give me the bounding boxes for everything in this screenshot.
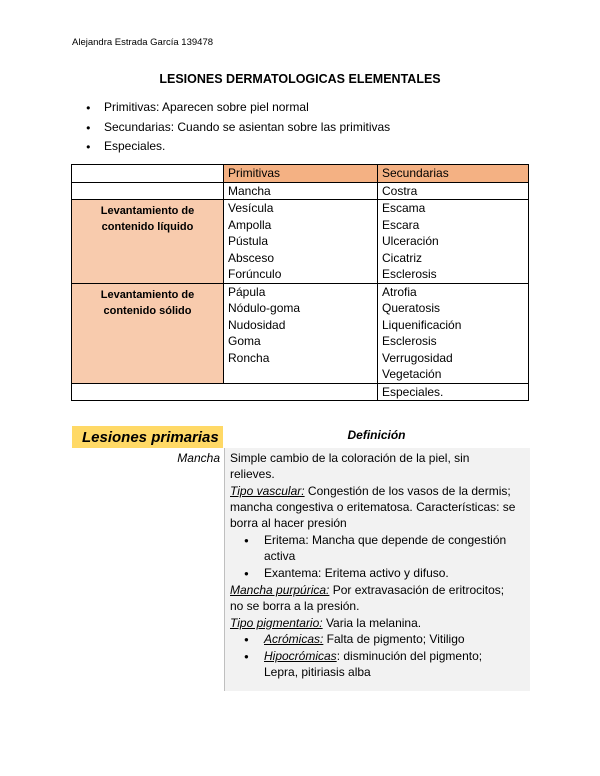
table-header-primitivas: Primitivas: [224, 165, 378, 183]
text-line: Eritema: Mancha que depende de congestión: [264, 533, 507, 547]
list-item: Atrofia: [382, 284, 417, 299]
table-cell: Mancha: [224, 182, 378, 200]
subheading: Acrómicas:: [264, 632, 324, 646]
text-line: [230, 582, 504, 598]
list-item: Absceso: [228, 250, 275, 265]
list-item: Esclerosis: [382, 334, 437, 348]
lesion-types-list: [72, 98, 390, 157]
list-item: Ampolla: [228, 217, 272, 232]
lesions-table: [71, 164, 529, 401]
text-line: Exantema: Eritema activo y difuso.: [264, 566, 449, 580]
definition-header: Definición: [347, 428, 406, 442]
list-item: ● Especiales.: [72, 137, 390, 157]
table-cell: [378, 200, 529, 284]
list-item: Ulceración: [382, 234, 439, 248]
subheading: Tipo vascular:: [230, 484, 305, 498]
table-header-secundarias: Secundarias: [378, 165, 529, 183]
text-line: relieves.: [230, 467, 275, 481]
text-line: borra al hacer presión: [230, 516, 347, 530]
category-label: Levantamiento de: [100, 205, 195, 217]
category-label: Levantamiento de: [100, 288, 195, 301]
list-item: Cicatriz: [382, 250, 423, 265]
list-item: Escama: [382, 201, 426, 215]
list-item: Goma: [228, 334, 261, 348]
list-item: Nódulo-goma: [228, 301, 301, 315]
list-item: ● Primitivas: Aparecen sobre piel normal: [72, 98, 390, 118]
list-item: ● Secundarias: Cuando se asientan sobre las primitivas: [72, 118, 390, 138]
text-line: no se borra a la presión.: [230, 599, 360, 613]
table-cell: Costra: [378, 182, 529, 200]
bullet-icon: ●: [244, 652, 249, 661]
table-cell: [224, 200, 378, 284]
category-label: contenido sólido: [103, 304, 192, 317]
category-solid: [72, 283, 224, 383]
text-line: mancha congestiva o eritematosa. Características: se: [230, 500, 516, 514]
text-line: [264, 648, 482, 664]
list-item: Pápula: [228, 284, 266, 299]
table-row: [72, 182, 529, 200]
table-cell: [72, 383, 378, 401]
subheading: Tipo pigmentario:: [230, 616, 323, 630]
list-item: Esclerosis: [382, 267, 437, 281]
list-item: Pústula: [228, 234, 269, 248]
definition-cell: [224, 448, 530, 691]
text-line: [230, 615, 421, 631]
list-item: Escara: [382, 217, 420, 232]
category-liquid: [72, 200, 224, 284]
table-row: [72, 383, 529, 401]
page-title: LESIONES DERMATOLOGICAS ELEMENTALES: [159, 72, 441, 86]
subheading: Hipocrómicas: [264, 649, 337, 663]
list-item: Verrugosidad: [382, 350, 453, 365]
table-cell: Especiales.: [378, 383, 529, 401]
table-cell: [224, 283, 378, 383]
text: Varia la melanina.: [322, 616, 422, 630]
text: Congestión de los vasos de la dermis;: [304, 484, 511, 498]
table-cell: [72, 182, 224, 200]
list-item: Forúnculo: [228, 267, 282, 281]
list-item: Vesícula: [228, 201, 274, 215]
bullet-icon: ●: [244, 635, 249, 644]
table-header-empty: [72, 165, 224, 183]
text: Por extravasación de eritrocitos;: [329, 583, 505, 597]
list-item: Queratosis: [382, 301, 441, 315]
table-row: [72, 283, 529, 383]
bullet-icon: ●: [244, 569, 249, 578]
text-line: Lepra, pitiriasis alba: [264, 665, 371, 679]
section-heading-highlight: [72, 426, 223, 448]
text-line: [264, 631, 465, 647]
text: : disminución del pigmento;: [336, 649, 483, 663]
text: Falta de pigmento; Vitiligo: [323, 632, 465, 646]
table-row: [72, 200, 529, 284]
document-author: Alejandra Estrada García 139478: [72, 37, 214, 48]
category-label: contenido líquido: [101, 221, 194, 233]
table-header-row: [72, 165, 529, 183]
bullet-icon: ●: [244, 536, 249, 545]
subheading: Mancha purpúrica:: [230, 583, 330, 597]
list-item: Liquenificación: [382, 317, 462, 332]
text-line: Simple cambio de la coloración de la piel, sin: [230, 451, 470, 465]
text-line: activa: [264, 549, 296, 563]
text-line: [230, 483, 511, 499]
list-item: Nudosidad: [228, 317, 286, 332]
section-heading: Lesiones primarias: [82, 429, 219, 446]
term-label: Mancha: [177, 451, 220, 465]
list-item: Roncha: [228, 350, 270, 365]
list-item: Vegetación: [382, 367, 442, 381]
table-cell: [378, 283, 529, 383]
